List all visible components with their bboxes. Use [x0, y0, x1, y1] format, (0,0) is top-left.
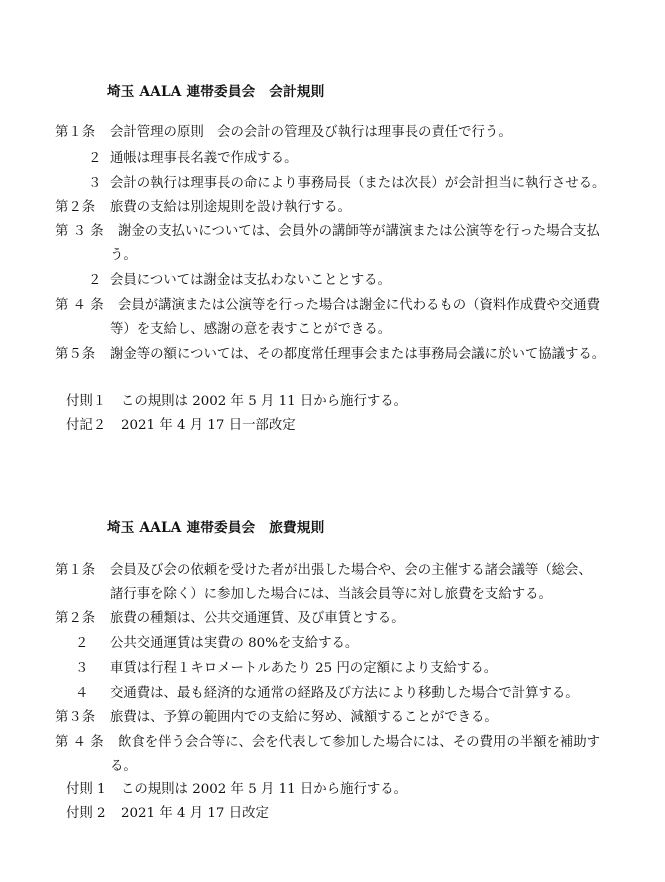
article-text: 旅費の種類は、公共交通運賃、及び車賃とする。	[110, 611, 405, 626]
item-text: 通帳は理事長名義で作成する。	[110, 151, 298, 166]
article-label: 第３条	[55, 710, 96, 725]
supplement-text: 2021 年 4 月 17 日改定	[121, 806, 269, 821]
article-text: 旅費の支給は別途規則を設け執行する。	[110, 200, 352, 215]
article-text: 旅費は、予算の範囲内での支給に努め、減額することができる。	[110, 710, 498, 725]
article-label: 第 ４ 条	[55, 735, 104, 750]
supplement-text: この規則は 2002 年 5 月 11 日から施行する。	[121, 394, 408, 409]
article-text: 会員及び会の依頼を受けた者が出張した場合や、会の主催する諸会議等（総会、	[110, 563, 592, 578]
supplement-text: この規則は 2002 年 5 月 11 日から施行する。	[121, 782, 408, 797]
article-label: 第５条	[55, 347, 96, 362]
item-text: 会計の執行は理事長の命により事務局長（または次長）が会計担当に執行させる。	[110, 176, 606, 191]
article-label: 第 ４ 条	[55, 298, 104, 313]
item-number: ２	[75, 636, 89, 651]
item-number: ４	[75, 686, 89, 701]
item-text: 交通費は、最も経済的な通常の経路及び方法により移動した場合で計算する。	[110, 686, 579, 701]
travel-title: 埼玉 AALA 連帯委員会 旅費規則	[107, 520, 325, 536]
article-text: 会計管理の原則 会の会計の管理及び執行は理事長の責任で行う。	[110, 125, 512, 140]
article-text: 会員が講演または公演等を行った場合は謝金に代わるもの（資料作成費や交通費	[118, 298, 601, 313]
supplement-label: 付則１	[66, 394, 107, 409]
article-text-continued: 等）を支給し、感謝の意を表すことができる。	[110, 322, 392, 337]
supplement-label: 付記２	[66, 418, 107, 433]
article-text: 飲食を伴う会合等に、会を代表して参加した場合には、その費用の半額を補助す	[118, 735, 601, 750]
article-label: 第１条	[55, 125, 96, 140]
article-text-continued: う。	[110, 248, 137, 263]
article-text: 謝金等の額については、その都度常任理事会または事務局会議に於いて協議する。	[110, 347, 606, 362]
item-number: ３	[75, 661, 89, 676]
accounting-title: 埼玉 AALA 連帯委員会 会計規則	[107, 84, 325, 100]
article-label: 第１条	[55, 563, 96, 578]
article-label: 第２条	[55, 200, 96, 215]
supplement-label: 付則 1	[66, 782, 106, 797]
item-number: ２	[88, 151, 102, 166]
item-number: ２	[88, 273, 102, 288]
supplement-label: 付則 2	[66, 806, 106, 821]
article-text-continued: 諸行事を除く）に参加した場合には、当該会員等に対し旅費を支給する。	[110, 587, 552, 602]
item-number: ３	[88, 176, 102, 191]
article-text-continued: る。	[110, 759, 137, 774]
article-text: 謝金の支払いについては、会員外の講師等が講演または公演等を行った場合支払	[118, 224, 600, 239]
supplement-text: 2021 年 4 月 17 日一部改定	[121, 418, 296, 433]
item-text: 公共交通運賃は実費の 80%を支給する。	[110, 636, 359, 651]
article-label: 第２条	[55, 611, 96, 626]
item-text: 会員については謝金は支払わないこととする。	[110, 273, 391, 288]
article-label: 第 ３ 条	[55, 224, 104, 239]
item-text: 車賃は行程１キロメートルあたり 25 円の定額により支給する。	[110, 661, 498, 676]
